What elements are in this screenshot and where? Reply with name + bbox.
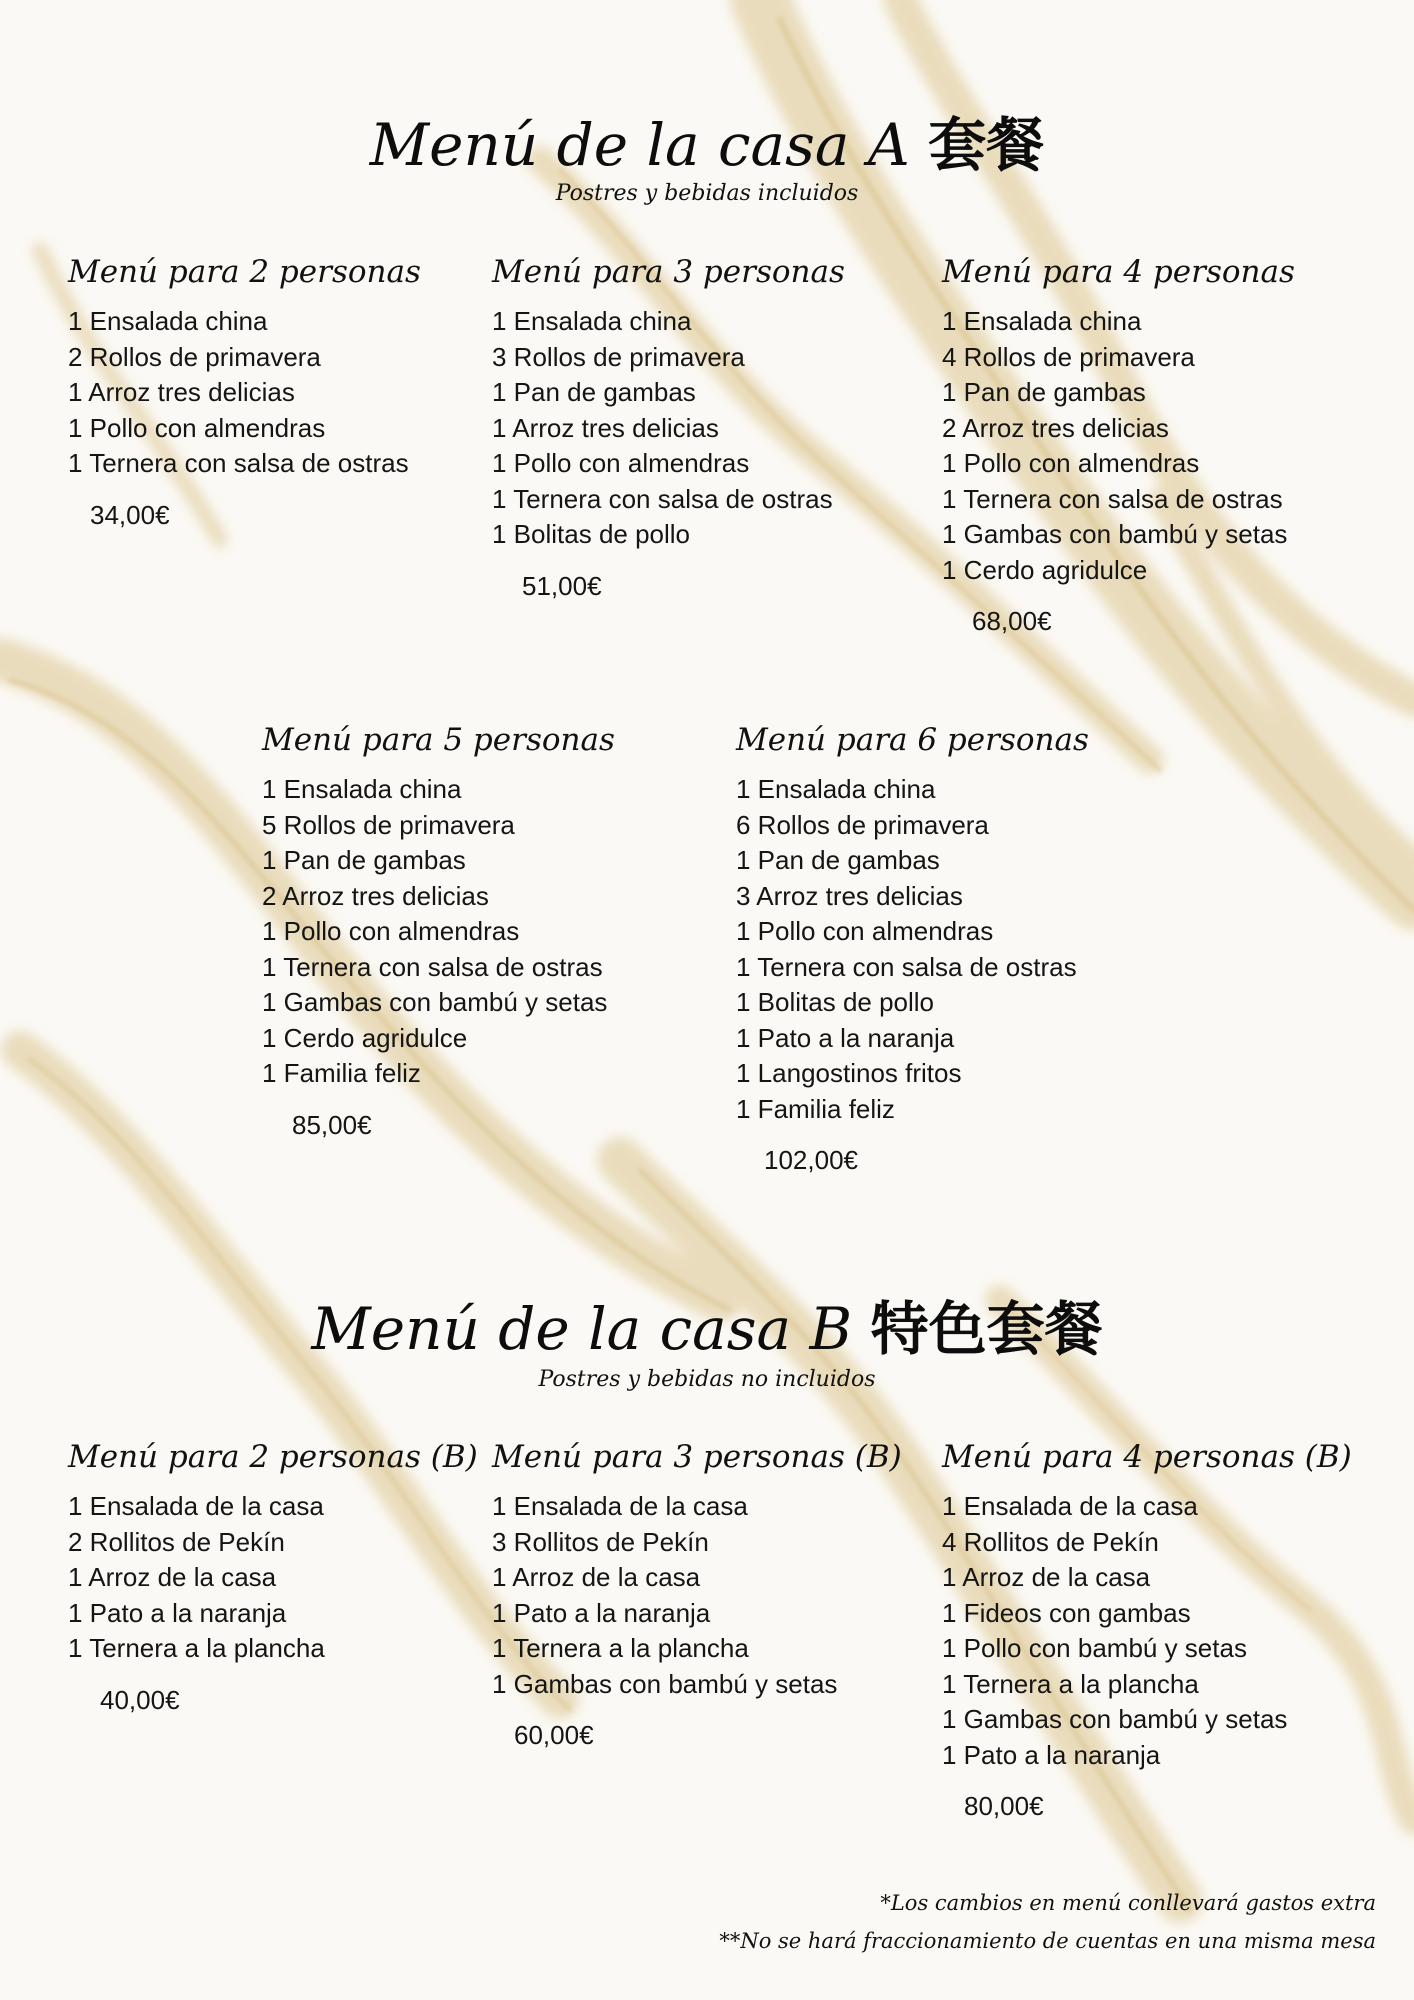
list-item: 1 Ternera con salsa de ostras	[942, 483, 1283, 514]
list-item: 1 Ternera a la plancha	[492, 1633, 749, 1663]
menu-title: Menú para 3 personas	[492, 254, 845, 290]
menu-b-4-personas	[942, 1437, 1352, 1823]
section-b-subtitle: Postres y bebidas no incluidos	[538, 1367, 876, 1392]
list-item: 1 Familia feliz	[736, 1093, 895, 1124]
menu-items	[492, 304, 845, 553]
list-item: 3 Rollos de primavera	[492, 341, 745, 372]
list-item: 1 Pato a la naranja	[942, 1739, 1161, 1770]
section-a-title-cjk: 套餐	[928, 111, 1045, 179]
list-item: 4 Rollos de primavera	[942, 341, 1195, 372]
list-item: 2 Arroz tres delicias	[262, 880, 489, 911]
menu-price: 40,00€	[100, 1684, 180, 1715]
list-item: 1 Ensalada china	[736, 774, 936, 804]
list-item: 6 Rollos de primavera	[736, 809, 989, 840]
menu-b-3-personas	[492, 1437, 902, 1752]
section-b-title-latin: Menú de la casa B	[311, 1295, 853, 1363]
list-item: 1 Ensalada china	[68, 306, 268, 336]
menu-title: Menú para 4 personas	[942, 254, 1295, 290]
list-item: 1 Pato a la naranja	[492, 1597, 711, 1628]
section-a-title-latin: Menú de la casa A	[369, 111, 910, 179]
menu-price: 34,00€	[90, 499, 170, 530]
section-a-subtitle: Postres y bebidas incluidos	[555, 181, 859, 206]
menu-items	[492, 1489, 902, 1702]
list-item: 1 Cerdo agridulce	[942, 554, 1148, 585]
list-item: 1 Cerdo agridulce	[262, 1022, 468, 1053]
menu-price: 85,00€	[292, 1109, 372, 1140]
list-item: 1 Langostinos fritos	[736, 1058, 962, 1088]
list-item: 1 Arroz tres delicias	[492, 412, 719, 443]
menu-title: Menú para 3 personas (B)	[492, 1439, 902, 1475]
list-item: 1 Pato a la naranja	[736, 1022, 955, 1053]
list-item: 5 Rollos de primavera	[262, 809, 515, 840]
list-item: 1 Ternera con salsa de ostras	[492, 483, 833, 514]
list-item: 1 Familia feliz	[262, 1058, 421, 1088]
list-item: 1 Ternera a la plancha	[942, 1668, 1199, 1699]
list-item: 1 Ternera con salsa de ostras	[262, 951, 603, 982]
menu-items	[262, 772, 615, 1092]
footnote-split-bill: **No se hará fraccionamiento de cuentas en una misma mesa	[719, 1929, 1376, 1953]
menu-a-6-personas	[736, 720, 1089, 1177]
section-b-title	[0, 1294, 1414, 1364]
list-item: 1 Gambas con bambú y setas	[942, 1704, 1288, 1734]
list-item: 1 Pato a la naranja	[68, 1597, 287, 1628]
menu-a-4-personas	[942, 252, 1295, 638]
menu-items	[942, 1489, 1352, 1773]
list-item: 1 Arroz tres delicias	[68, 377, 295, 407]
list-item: 1 Pollo con almendras	[262, 916, 520, 946]
menu-price: 68,00€	[972, 606, 1052, 636]
menu-items	[68, 1489, 478, 1667]
menu-items	[942, 304, 1295, 588]
list-item: 1 Arroz de la casa	[942, 1562, 1151, 1592]
menu-a-3-personas	[492, 252, 845, 603]
list-item: 1 Pollo con almendras	[68, 412, 326, 443]
footnotes	[719, 1884, 1376, 1960]
list-item: 1 Ensalada de la casa	[942, 1491, 1198, 1521]
section-b-title-cjk: 特色套餐	[870, 1295, 1103, 1363]
list-item: 1 Fideos con gambas	[942, 1597, 1191, 1628]
list-item: 1 Ensalada de la casa	[492, 1491, 748, 1521]
list-item: 1 Bolitas de pollo	[492, 519, 691, 549]
footnote-changes: *Los cambios en menú conllevará gastos extra	[880, 1891, 1376, 1915]
menu-title: Menú para 6 personas	[736, 722, 1089, 758]
menu-price: 60,00€	[514, 1720, 594, 1750]
menu-price: 51,00€	[522, 570, 602, 601]
list-item: 2 Rollitos de Pekín	[68, 1526, 285, 1557]
menu-title: Menú para 5 personas	[262, 722, 615, 758]
list-item: 4 Rollitos de Pekín	[942, 1526, 1159, 1557]
menu-items	[68, 304, 421, 482]
list-item: 1 Ensalada china	[262, 774, 462, 804]
list-item: 1 Arroz de la casa	[68, 1562, 277, 1592]
list-item: 1 Pollo con almendras	[942, 448, 1200, 478]
section-a-title	[0, 110, 1414, 180]
menu-price: 102,00€	[764, 1145, 858, 1175]
list-item: 1 Ternera con salsa de ostras	[68, 448, 409, 478]
list-item: 1 Gambas con bambú y setas	[262, 987, 608, 1017]
menu-b-2-personas	[68, 1437, 478, 1717]
list-item: 3 Rollitos de Pekín	[492, 1526, 709, 1557]
list-item: 1 Pollo con almendras	[492, 448, 750, 478]
menu-a-2-personas	[68, 252, 421, 532]
menu-items	[736, 772, 1089, 1127]
list-item: 1 Pan de gambas	[262, 845, 466, 875]
list-item: 3 Arroz tres delicias	[736, 880, 963, 911]
list-item: 1 Ensalada de la casa	[68, 1491, 324, 1521]
menu-title: Menú para 2 personas	[68, 254, 421, 290]
menu-title: Menú para 2 personas (B)	[68, 1439, 478, 1475]
list-item: 1 Ternera con salsa de ostras	[736, 951, 1077, 982]
menu-price: 80,00€	[964, 1791, 1044, 1821]
list-item: 1 Bolitas de pollo	[736, 987, 935, 1017]
list-item: 2 Arroz tres delicias	[942, 412, 1169, 443]
list-item: 1 Pollo con bambú y setas	[942, 1633, 1247, 1663]
list-item: 1 Pan de gambas	[492, 377, 696, 407]
list-item: 1 Ternera a la plancha	[68, 1633, 325, 1663]
menu-a-5-personas	[262, 720, 615, 1142]
list-item: 2 Rollos de primavera	[68, 341, 321, 372]
list-item: 1 Ensalada china	[942, 306, 1142, 336]
list-item: 1 Pollo con almendras	[736, 916, 994, 946]
list-item: 1 Gambas con bambú y setas	[942, 519, 1288, 549]
list-item: 1 Arroz de la casa	[492, 1562, 701, 1592]
list-item: 1 Pan de gambas	[942, 377, 1146, 407]
list-item: 1 Ensalada china	[492, 306, 692, 336]
list-item: 1 Gambas con bambú y setas	[492, 1668, 838, 1699]
list-item: 1 Pan de gambas	[736, 845, 940, 875]
menu-title: Menú para 4 personas (B)	[942, 1439, 1352, 1475]
